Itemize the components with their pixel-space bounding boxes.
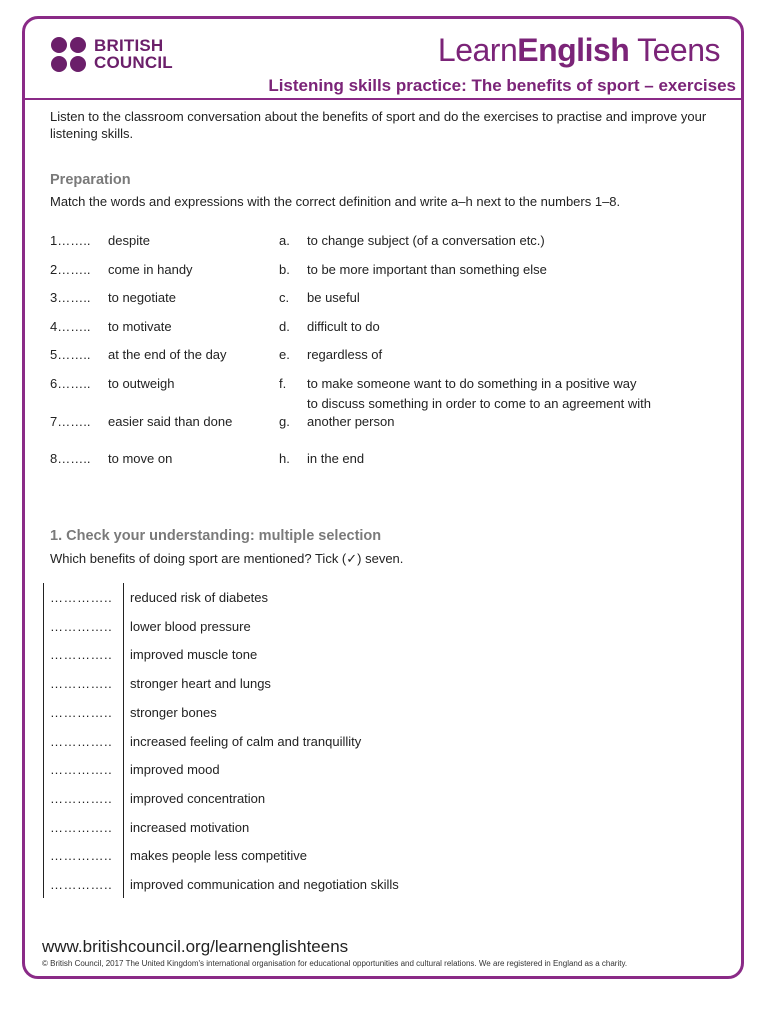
benefit-label: increased motivation <box>130 819 250 835</box>
answer-blank[interactable]: 4…….. <box>50 319 91 334</box>
benefit-label: stronger bones <box>130 704 217 720</box>
answer-blank[interactable]: 3…….. <box>50 290 91 305</box>
page-title: Listening skills practice: The benefits of sport – exercises <box>268 76 736 95</box>
exercise1-instruction: Which benefits of doing sport are mentioned? Tick (✓) seven. <box>50 551 404 566</box>
match-letter: a. <box>279 233 290 248</box>
match-word: at the end of the day <box>108 347 227 362</box>
answer-blank[interactable]: 7…….. <box>50 414 91 429</box>
answer-blank[interactable]: 8…….. <box>50 451 91 466</box>
footer-url[interactable]: www.britishcouncil.org/learnenglishteens <box>42 937 349 956</box>
tick-blank[interactable]: ………….. <box>50 762 113 778</box>
tick-blank[interactable]: ………….. <box>50 676 113 692</box>
table-column-divider <box>123 583 124 898</box>
match-letter: f. <box>279 376 287 391</box>
exercise1-heading: 1. Check your understanding: multiple selection <box>50 528 382 544</box>
benefit-label: improved communication and negotiation skills <box>130 877 399 892</box>
match-word: despite <box>108 233 150 248</box>
match-word: easier said than done <box>108 414 233 429</box>
benefit-label: improved muscle tone <box>130 647 258 663</box>
footer-copyright: © British Council, 2017 The United Kingdom's international organisation for educational opportunities and cultural relations. We are registered in England as a charity. <box>42 959 628 968</box>
match-definition: to be more important than something else <box>307 262 547 277</box>
tick-blank[interactable]: ………….. <box>50 877 113 892</box>
match-definition: to discuss something in order to come to an agreement with another person <box>307 396 651 429</box>
preparation-heading: Preparation <box>50 172 131 188</box>
tick-blank[interactable]: ………….. <box>50 819 113 835</box>
benefit-label: improved mood <box>130 762 220 778</box>
tick-blank[interactable]: ………….. <box>50 848 113 864</box>
match-letter: h. <box>279 451 290 466</box>
benefit-label: reduced risk of diabetes <box>130 590 269 605</box>
tick-blank[interactable]: ………….. <box>50 790 113 806</box>
match-definition: to change subject (of a conversation etc.) <box>307 233 545 248</box>
tick-blank[interactable]: ………….. <box>50 733 113 749</box>
match-definition: difficult to do <box>307 319 380 334</box>
answer-blank[interactable]: 1…….. <box>50 233 91 248</box>
match-word: come in handy <box>108 262 193 277</box>
match-word: to outweigh <box>108 376 175 391</box>
match-definition: in the end <box>307 451 365 466</box>
tick-blank[interactable]: ………….. <box>50 704 113 720</box>
title-divider <box>25 98 741 100</box>
match-word: to negotiate <box>108 290 176 305</box>
match-letter: c. <box>279 290 290 305</box>
match-word: to motivate <box>108 319 172 334</box>
tick-blank[interactable]: ………….. <box>50 647 113 663</box>
match-definition: regardless of <box>307 347 383 362</box>
answer-blank[interactable]: 2…….. <box>50 262 91 277</box>
logo-text: BRITISH COUNCIL <box>94 36 173 72</box>
match-letter: e. <box>279 347 290 362</box>
preparation-instruction: Match the words and expressions with the correct definition and write a–h next to the numbers 1–8. <box>50 194 621 209</box>
match-letter: d. <box>279 319 290 334</box>
learnenglish-teens-brand: LearnEnglish Teens <box>437 32 720 68</box>
benefit-label: makes people less competitive <box>130 848 308 864</box>
tick-blank[interactable]: ………….. <box>50 590 113 605</box>
match-letter: g. <box>279 414 290 429</box>
match-word: to move on <box>108 451 173 466</box>
benefit-label: lower blood pressure <box>130 618 251 634</box>
match-letter: b. <box>279 262 290 277</box>
table-left-border <box>43 583 44 898</box>
logo-dots-icon <box>51 37 88 74</box>
benefit-label: increased feeling of calm and tranquillity <box>130 733 362 749</box>
answer-blank[interactable]: 5…….. <box>50 347 91 362</box>
tick-blank[interactable]: ………….. <box>50 618 113 634</box>
match-definition: be useful <box>307 290 360 305</box>
answer-blank[interactable]: 6…….. <box>50 376 91 391</box>
benefit-label: stronger heart and lungs <box>130 676 271 692</box>
benefit-label: improved concentration <box>130 790 266 806</box>
intro-text: Listen to the classroom conversation about the benefits of sport and do the exercises to practise and improve your listening skills. <box>50 109 707 141</box>
match-definition: to make someone want to do something in a positive way <box>307 376 637 391</box>
